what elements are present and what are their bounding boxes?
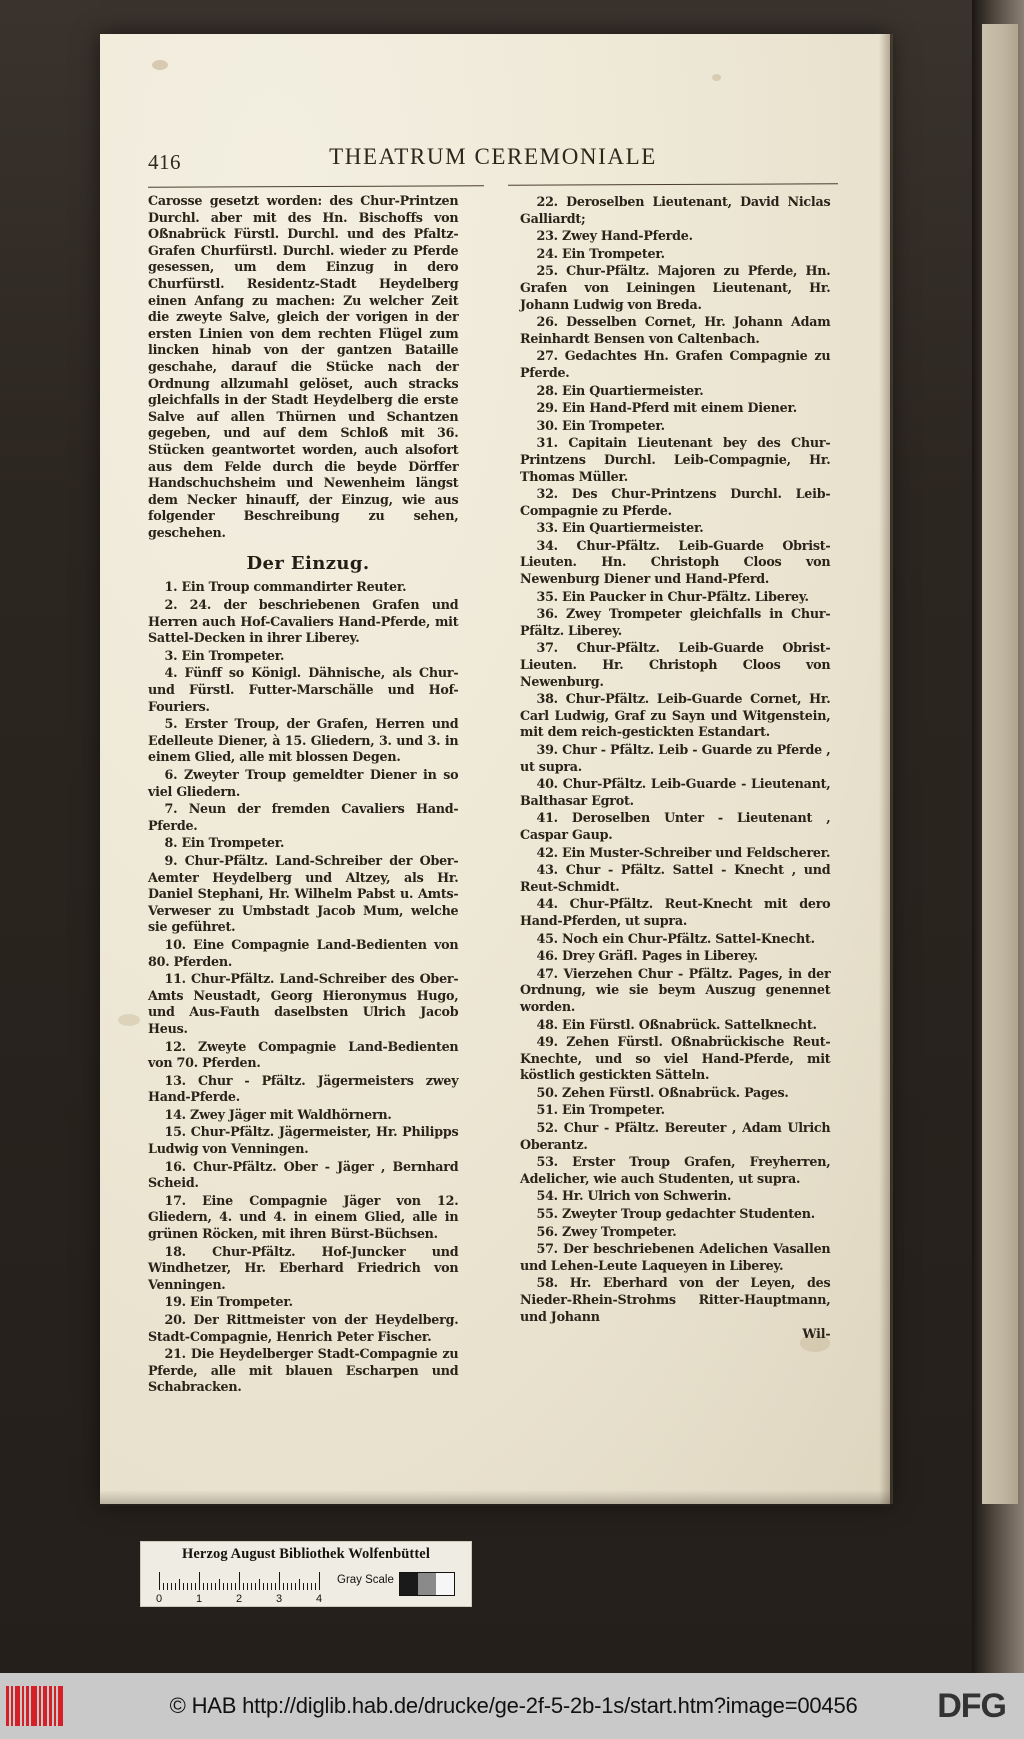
item-text: Vierzehen Chur - Pfältz. Pages, in der Ordnung, wie sie beym Auszug genennet worden. (520, 966, 831, 1015)
book-gutter (972, 0, 1024, 1673)
list-item (148, 938, 458, 971)
list-item (520, 897, 830, 930)
ruler-tick (227, 1583, 228, 1590)
gray-scale-patches (399, 1572, 455, 1596)
item-number: 8. (164, 836, 178, 852)
ruler-tick (299, 1579, 300, 1590)
item-number: 38. (536, 692, 558, 708)
list-item (520, 607, 830, 640)
ruler-tick (267, 1583, 268, 1590)
header-rule-right (508, 183, 838, 185)
ruler-number: 0 (156, 1593, 163, 1605)
list-item (520, 229, 830, 246)
ruler-tick (219, 1579, 220, 1590)
list-item (520, 401, 830, 418)
list-item (520, 349, 830, 382)
adjacent-page-sliver (982, 24, 1018, 1504)
list-item (520, 692, 830, 742)
item-text: Zwey Trompeter. (557, 1224, 677, 1240)
item-number: 41. (536, 811, 558, 827)
ruler-tick (319, 1572, 320, 1590)
list-item (520, 521, 830, 538)
item-text: Noch ein Chur-Pfältz. Sattel-Knecht. (557, 931, 815, 947)
list-item (520, 1242, 830, 1275)
item-number: 5. (164, 717, 178, 733)
item-number: 36. (536, 607, 558, 623)
item-text: Chur-Pfältz. Land-Schreiber der Ober-Aemter Heydelberg und Altzey, als Hr. Daniel Stephani, Hr. Wilhelm Pabst u. Amts-Verweser zu Umbstadt Jacob Mum, welche sie geführet. (148, 853, 459, 936)
item-number: 15. (164, 1125, 186, 1141)
list-item (520, 641, 830, 691)
list-item (148, 666, 458, 716)
ruler-number: 1 (196, 1593, 203, 1605)
list-item (148, 1125, 458, 1158)
list-item (520, 419, 830, 436)
item-text: Zweyter Troup gemeldter Diener in so viel Gliedern. (148, 768, 459, 800)
section-heading: Der Einzug. (246, 553, 370, 575)
item-text: Zweyter Troup gedachter Studenten. (557, 1207, 815, 1223)
item-text: Erster Troup, der Grafen, Herren und Edelleute Diener, à 15. Gliedern, 3. und 3. in einem Glied, alle mit blossen Degen. (148, 717, 459, 766)
item-number: 42. (536, 845, 558, 861)
item-number: 26. (536, 315, 558, 331)
opening-paragraph: Carosse gesetzt worden: des Chur-Printzen Durchl. aber mit des Hn. Bischoffs von Oßnabrück Fürstl. Durchl. und des Pfaltz-Grafen Churfürstl. Durchl. wieder zu Pferde gesessen, um dem Einzug in dero Churfürstl. Residentz-Stadt Heydelberg einen Anfang zu machen: Zu welcher Zeit die zweyte Salve, gleich der vorigen in der ersten Linien von dem rechten Flügel zum lincken hinab von der gantzen Bataille geschahe, darauf die Stücke nach der Ordnung allzumahl gelöset, auch stracks gleichfalls in der Stadt Heydelberg die erste Salve auf allen Thürnen und Schantzen gegeben, und auf dem Schloß mit 36. Stücken geantwortet worden, auch alsofort aus dem Felde durch die beyde Dörffer Handschuchsheim und Newenheim längst dem Necker hinauff, der Einzug, wie aus folgender Beschreibung zu sehen, geschehen. (148, 194, 459, 541)
running-head (148, 144, 838, 178)
item-number: 31. (536, 436, 558, 452)
list-item (148, 1245, 458, 1295)
item-number: 40. (536, 777, 558, 793)
right-item-list (520, 195, 840, 1326)
ruler-tick (283, 1583, 284, 1590)
item-number: 34. (536, 538, 558, 554)
ruler-tick (215, 1583, 216, 1590)
list-item (148, 1295, 458, 1312)
right-column (520, 194, 840, 1344)
item-text: Zehen Fürstl. Oßnabrück. Pages. (557, 1085, 789, 1101)
list-item (148, 854, 458, 937)
ruler-tick (159, 1572, 160, 1590)
list-item (520, 967, 830, 1017)
running-title: THEATRUM CEREMONIALE (329, 144, 657, 169)
item-text: Chur-Pfältz. Ober - Jäger , Bernhard Scheid. (148, 1159, 459, 1192)
list-item (148, 649, 458, 666)
item-number: 23. (536, 229, 558, 245)
item-text: Ein Fürstl. Oßnabrück. Sattelknecht. (557, 1017, 817, 1033)
item-text: Des Chur-Printzens Durchl. Leib-Compagnie zu Pferde. (520, 487, 831, 519)
list-item (520, 264, 830, 314)
gray-scale-label: Gray Scale (337, 1574, 394, 1586)
item-text: Ein Hand-Pferd mit einem Diener. (557, 401, 797, 417)
list-item (148, 598, 458, 648)
barcode-mark (6, 1684, 90, 1728)
item-text: Capitain Lieutenant bey des Chur-Printzens Durchl. Leib-Compagnie, Hr. Thomas Müller. (520, 436, 831, 485)
list-item (148, 802, 458, 835)
item-number: 9. (164, 853, 178, 869)
item-text: Chur-Pfältz. Majoren zu Pferde, Hn. Grafen von Leiningen Lieutenant, Hr. Johann Ludwig von Breda. (520, 264, 831, 313)
list-item (520, 590, 830, 607)
item-text: Neun der fremden Cavaliers Hand-Pferde. (148, 802, 459, 834)
item-text: Zwey Jäger mit Waldhörnern. (185, 1107, 392, 1123)
item-number: 43. (536, 863, 558, 879)
item-number: 4. (164, 666, 178, 682)
ruler-tick (167, 1583, 168, 1590)
item-number: 18. (164, 1244, 186, 1260)
item-text: Ein Trompeter. (177, 836, 285, 852)
item-number: 29. (536, 401, 558, 417)
list-item (148, 580, 458, 597)
library-name: Herzog August Bibliothek Wolfenbüttel (182, 1546, 430, 1562)
list-item (148, 972, 458, 1038)
ruler-tick (195, 1583, 196, 1590)
item-text: Chur - Pfältz. Bereuter , Adam Ulrich Oberantz. (520, 1121, 831, 1153)
folio-number: 416 (148, 150, 181, 174)
item-number: 30. (536, 418, 558, 434)
item-number: 52. (536, 1121, 558, 1137)
ruler-tick (239, 1572, 240, 1590)
ruler-tick (187, 1583, 188, 1590)
ruler-tick (251, 1583, 252, 1590)
item-number: 49. (536, 1035, 558, 1051)
catchword: Wil- (802, 1327, 831, 1343)
item-text: Drey Gräfl. Pages in Liberey. (557, 949, 758, 965)
item-number: 58. (536, 1276, 558, 1292)
list-item (520, 195, 830, 228)
item-text: Chur-Pfältz. Reut-Knecht mit dero Hand-Pferden, ut supra. (520, 897, 831, 929)
item-number: 57. (536, 1242, 558, 1258)
ruler-tick (295, 1583, 296, 1590)
ruler-tick (275, 1583, 276, 1590)
list-item (148, 1160, 458, 1193)
ruler-tick (291, 1583, 292, 1590)
list-item (520, 1086, 830, 1103)
page-leaf (100, 34, 890, 1504)
item-number: 48. (536, 1017, 558, 1033)
ruler-tick (255, 1583, 256, 1590)
item-text: Ein Muster-Schreiber und Feldscherer. (557, 845, 831, 861)
list-item (520, 1018, 830, 1035)
item-number: 16. (164, 1159, 186, 1175)
list-item (520, 1121, 830, 1154)
item-number: 32. (536, 487, 558, 503)
list-item (520, 315, 830, 348)
header-rule-left (148, 185, 484, 187)
item-number: 39. (536, 743, 558, 758)
item-text: Hr. Ulrich von Schwerin. (557, 1189, 732, 1205)
item-text: Chur-Pfältz. Leib-Guarde Obrist-Lieuten. Hn. Christoph Cloos von Newenburg Diener und Hand-Pferd. (520, 538, 831, 588)
ruler-tick (175, 1583, 176, 1590)
list-item (520, 1225, 830, 1242)
item-text: Chur-Pfältz. Jägermeister, Hr. Philipps Ludwig von Venningen. (148, 1125, 459, 1158)
list-item (520, 1103, 830, 1120)
item-number: 14. (164, 1107, 186, 1123)
item-number: 51. (536, 1103, 558, 1119)
item-text: Ein Trompeter. (557, 418, 665, 434)
item-text: Zwey Trompeter gleichfalls in Chur-Pfältz. Liberey. (520, 607, 831, 639)
left-column (148, 194, 468, 1397)
list-item (148, 1040, 458, 1073)
item-number: 6. (164, 768, 178, 783)
item-number: 2. (164, 598, 178, 614)
ruler-tick (203, 1583, 204, 1590)
list-item (520, 777, 830, 810)
ruler-tick (163, 1583, 164, 1590)
ruler-tick (179, 1579, 180, 1590)
list-item (148, 717, 458, 767)
item-text: Die Heydelberger Stadt-Compagnie zu Pferde, alle mit blauen Escharpen und Schabracken. (148, 1347, 459, 1396)
list-item (520, 846, 830, 863)
list-item (148, 1108, 458, 1125)
ruler-tick (303, 1583, 304, 1590)
item-text: Zehen Fürstl. Oßnabrückische Reut-Knechte, und so viel Hand-Pferde, mit köstlich gestickten Sätteln. (520, 1035, 831, 1084)
ruler-number: 3 (276, 1593, 283, 1605)
item-number: 45. (536, 931, 558, 947)
ruler-scale (156, 1570, 331, 1605)
leaf-right-shadow (879, 34, 893, 1504)
ruler-tick (315, 1583, 316, 1590)
item-text: Hr. Eberhard von der Leyen, des Nieder-Rhein-Strohms Ritter-Hauptmann, und Johann (520, 1276, 831, 1325)
list-item (520, 487, 830, 520)
item-number: 56. (536, 1224, 558, 1240)
item-number: 12. (164, 1039, 186, 1055)
item-number: 54. (536, 1189, 558, 1205)
item-text: Chur - Pfältz. Jägermeisters zwey Hand-Pferde. (148, 1073, 459, 1106)
item-text: Zweyte Compagnie Land-Bedienten von 70. Pferden. (148, 1039, 459, 1072)
list-item (520, 743, 830, 776)
item-number: 35. (536, 589, 558, 605)
ruler-tick (259, 1579, 260, 1590)
item-text: Ein Trompeter. (557, 246, 665, 262)
ruler-tick (207, 1583, 208, 1590)
item-number: 28. (536, 383, 558, 399)
list-item (148, 1194, 458, 1244)
ruler-tick (243, 1583, 244, 1590)
item-number: 1. (164, 580, 178, 596)
list-item (520, 1207, 830, 1224)
list-item (148, 768, 458, 801)
item-text: Eine Compagnie Land-Bedienten von 80. Pferden. (148, 937, 459, 970)
ruler-tick (171, 1583, 172, 1590)
foxing-spot (118, 1014, 140, 1026)
leaf-bottom-shadow (100, 1490, 890, 1506)
item-text: Ein Quartiermeister. (557, 383, 704, 399)
ruler-tick (191, 1583, 192, 1590)
list-item (520, 539, 830, 589)
list-item (520, 436, 830, 486)
ruler-number: 2 (236, 1593, 243, 1605)
item-text: Chur-Pfältz. Hof-Juncker und Windhetzer, Hr. Eberhard Friedrich von Venningen. (148, 1244, 459, 1293)
item-text: Chur - Pfältz. Leib - Guarde zu Pferde , ut supra. (520, 743, 831, 775)
item-text: Chur-Pfältz. Leib-Guarde Cornet, Hr. Carl Ludwig, Graf zu Sayn und Witgenstein, mit dem reich-gestickten Estandart. (520, 692, 831, 741)
item-text: Chur-Pfältz. Leib-Guarde Obrist-Lieuten. Hr. Christoph Cloos von Newenburg. (520, 641, 831, 690)
item-number: 37. (536, 641, 558, 657)
item-number: 7. (164, 802, 178, 818)
item-text: Ein Paucker in Chur-Pfältz. Liberey. (557, 589, 809, 605)
item-number: 3. (164, 648, 178, 664)
ruler-number: 4 (316, 1593, 323, 1605)
item-number: 44. (536, 897, 558, 913)
item-text: Gedachtes Hn. Grafen Compagnie zu Pferde. (520, 349, 831, 381)
item-number: 46. (536, 949, 558, 965)
list-item (520, 1189, 830, 1206)
item-text: Chur - Pfältz. Sattel - Knecht , und Reut-Schmidt. (520, 863, 831, 895)
ruler-tick (183, 1583, 184, 1590)
list-item (520, 384, 830, 401)
item-number: 13. (164, 1073, 186, 1089)
item-number: 21. (164, 1347, 186, 1363)
item-number: 19. (164, 1295, 186, 1311)
item-number: 47. (536, 966, 558, 982)
item-text: Ein Trompeter. (177, 648, 285, 664)
ruler-tick (211, 1583, 212, 1590)
list-item (520, 1035, 830, 1085)
credit-url: © HAB http://diglib.hab.de/drucke/ge-2f-5-2b-1s/start.htm?image=00456 (169, 1693, 858, 1718)
ruler-tick (307, 1583, 308, 1590)
list-item (148, 1313, 458, 1346)
list-item (520, 863, 830, 896)
item-number: 50. (536, 1085, 558, 1101)
ruler-tick (223, 1583, 224, 1590)
left-item-list (148, 580, 468, 1397)
item-text: 24. der beschriebenen Grafen und Herren auch Hof-Cavaliers Hand-Pferde, mit Sattel-Decken in ihrer Liberey. (148, 598, 459, 647)
list-item (520, 932, 830, 949)
item-number: 53. (536, 1155, 558, 1171)
item-number: 11. (164, 972, 186, 988)
ruler-tick (199, 1572, 200, 1590)
ruler-tick (279, 1572, 280, 1590)
item-text: Ein Trompeter. (557, 1103, 665, 1119)
ruler-tick (263, 1583, 264, 1590)
item-text: Chur-Pfältz. Leib-Guarde - Lieutenant, Balthasar Egrot. (520, 777, 831, 809)
item-text: Der beschriebenen Adelichen Vasallen und Lehen-Leute Laqueyen in Liberey. (520, 1242, 831, 1274)
list-item (520, 247, 830, 264)
item-number: 17. (164, 1193, 186, 1209)
item-number: 24. (536, 246, 558, 262)
ruler-tick (287, 1583, 288, 1590)
item-text: Ein Troup commandirter Reuter. (177, 580, 407, 596)
list-item (520, 1276, 830, 1326)
item-text: Erster Troup Grafen, Freyherren, Adelicher, wie auch Studenten, ut supra. (520, 1155, 831, 1187)
item-text: Deroselben Lieutenant, David Niclas Galliardt; (520, 195, 831, 227)
list-item (520, 949, 830, 966)
item-number: 22. (536, 195, 558, 210)
list-item (520, 1155, 830, 1188)
dfg-logo: DFG (937, 1686, 1006, 1725)
item-number: 20. (164, 1313, 186, 1328)
ruler-tick (231, 1583, 232, 1590)
item-text: Chur-Pfältz. Land-Schreiber des Ober-Amts Neustadt, Georg Hieronymus Hugo, und Aus-Fauth daselbsten Ulrich Jacob Heus. (148, 972, 459, 1037)
item-text: Zwey Hand-Pferde. (557, 229, 693, 245)
item-number: 27. (536, 349, 558, 365)
ruler-tick (247, 1583, 248, 1590)
item-number: 33. (536, 521, 558, 537)
ruler-tick (235, 1583, 236, 1590)
foxing-spot (712, 74, 721, 81)
item-number: 25. (536, 264, 558, 280)
item-text: Ein Quartiermeister. (557, 521, 704, 537)
item-text: Der Rittmeister von der Heydelberg. Stadt-Compagnie, Henrich Peter Fischer. (148, 1313, 459, 1345)
item-text: Ein Trompeter. (185, 1295, 293, 1311)
item-text: Desselben Cornet, Hr. Johann Adam Reinhardt Bensen von Caltenbach. (520, 315, 831, 347)
item-text: Eine Compagnie Jäger von 12. Gliedern, 4. und 4. in einem Glied, alle in grünen Röcken, mit ihren Bürst-Büchsen. (148, 1193, 459, 1243)
foxing-spot (152, 60, 168, 70)
ruler-tick (271, 1583, 272, 1590)
footer-bar (0, 1673, 1024, 1739)
item-text: Fünff so Königl. Dähnische, als Chur-und Fürstl. Futter-Marschälle und Hof-Fouriers. (148, 666, 459, 715)
calibration-target-card (140, 1541, 472, 1607)
list-item (148, 1347, 458, 1397)
list-item (148, 836, 458, 853)
list-item (148, 1074, 458, 1107)
item-text: Deroselben Unter - Lieutenant , Caspar Gaup. (520, 811, 831, 843)
ruler-tick (311, 1583, 312, 1590)
item-number: 55. (536, 1207, 558, 1223)
list-item (520, 811, 830, 844)
item-number: 10. (164, 937, 186, 953)
